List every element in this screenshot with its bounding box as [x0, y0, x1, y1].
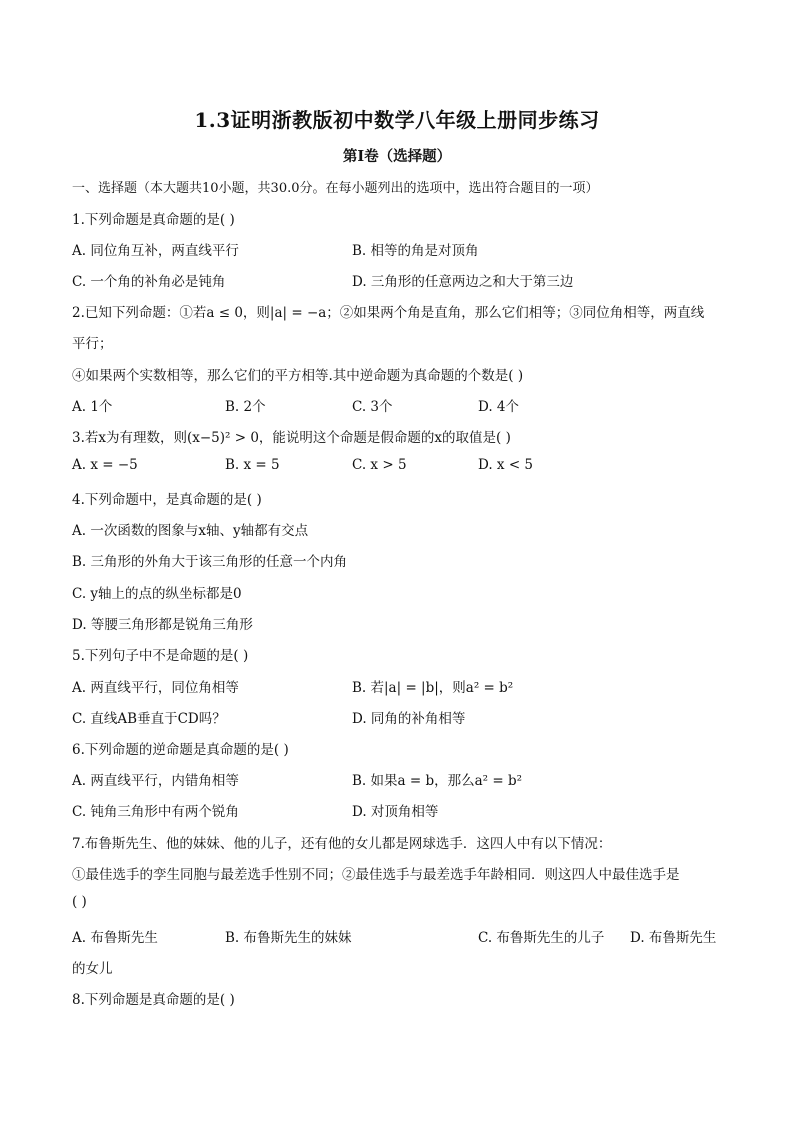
question-4-option-a: A. 一次函数的图象与x轴、y轴都有交点	[72, 523, 309, 539]
question-2-option-c: C. 3个	[352, 399, 393, 415]
question-4-stem: 4.下列命题中，是真命题的是( )	[72, 492, 262, 508]
question-2-stem-line1: 2.已知下列命题：①若a ≤ 0，则|a| = −a；②如果两个角是直角，那么它们相等；③同位角相等，两直线	[72, 305, 705, 321]
question-3-option-c: C. x > 5	[352, 457, 407, 473]
question-1-stem: 1.下列命题是真命题的是( )	[72, 212, 235, 228]
question-2-stem-line2: 平行；	[72, 336, 113, 352]
question-3-stem: 3.若x为有理数，则(x−5)² > 0，能说明这个命题是假命题的x的取值是( )	[72, 430, 511, 446]
question-7-option-a: A. 布鲁斯先生	[72, 930, 158, 946]
page-title: 1.3证明浙教版初中数学八年级上册同步练习	[194, 108, 600, 132]
question-1-option-b: B. 相等的角是对顶角	[352, 243, 479, 259]
question-3-option-d: D. x < 5	[478, 457, 534, 473]
section-header: 一、选择题（本大题共10小题，共30.0分。在每小题列出的选项中，选出符合题目的一项）	[72, 181, 599, 196]
question-2-stem-line3: ④如果两个实数相等，那么它们的平方相等.其中逆命题为真命题的个数是( )	[72, 368, 524, 384]
question-6-option-c: C. 钝角三角形中有两个锐角	[72, 804, 239, 820]
question-1-option-c: C. 一个角的补角必是钝角	[72, 274, 226, 290]
question-7-option-d-wrap: 的女儿	[72, 961, 113, 977]
question-7-option-b: B. 布鲁斯先生的妹妹	[225, 930, 352, 946]
question-5-stem: 5.下列句子中不是命题的是( )	[72, 648, 249, 664]
question-7-option-c: C. 布鲁斯先生的儿子	[478, 930, 605, 946]
question-7-stem-line1: 7.布鲁斯先生、他的妹妹、他的儿子，还有他的女儿都是网球选手．这四人中有以下情况：	[72, 836, 612, 852]
question-2-option-b: B. 2个	[225, 399, 266, 415]
question-2-option-a: A. 1个	[72, 399, 113, 415]
question-2-option-d: D. 4个	[478, 399, 520, 415]
question-3-option-a: A. x = −5	[72, 457, 138, 473]
question-1-option-d: D. 三角形的任意两边之和大于第三边	[352, 274, 574, 290]
question-4-option-c: C. y轴上的点的纵坐标都是0	[72, 586, 242, 602]
question-5-option-a: A. 两直线平行，同位角相等	[72, 680, 239, 696]
question-7-stem-line3: ( )	[72, 894, 87, 910]
question-4-option-b: B. 三角形的外角大于该三角形的任意一个内角	[72, 554, 348, 570]
question-6-option-a: A. 两直线平行，内错角相等	[72, 773, 239, 789]
question-7-option-d: D. 布鲁斯先生	[630, 930, 717, 946]
question-6-option-b: B. 如果a = b，那么a² = b²	[352, 773, 522, 789]
question-7-stem-line2: ①最佳选手的孪生同胞与最差选手性别不同；②最佳选手与最差选手年龄相同．则这四人中最佳选手是	[72, 867, 680, 883]
question-6-option-d: D. 对顶角相等	[352, 804, 439, 820]
question-5-option-b: B. 若|a| = |b|，则a² = b²	[352, 680, 514, 696]
page-subtitle: 第Ⅰ卷（选择题）	[342, 148, 452, 165]
question-1-option-a: A. 同位角互补，两直线平行	[72, 243, 239, 259]
question-5-option-c: C. 直线AB垂直于CD吗？	[72, 711, 226, 727]
question-6-stem: 6.下列命题的逆命题是真命题的是( )	[72, 742, 289, 758]
question-5-option-d: D. 同角的补角相等	[352, 711, 466, 727]
question-3-option-b: B. x = 5	[225, 457, 280, 473]
question-4-option-d: D. 等腰三角形都是锐角三角形	[72, 617, 253, 633]
question-8-stem: 8.下列命题是真命题的是( )	[72, 992, 235, 1008]
